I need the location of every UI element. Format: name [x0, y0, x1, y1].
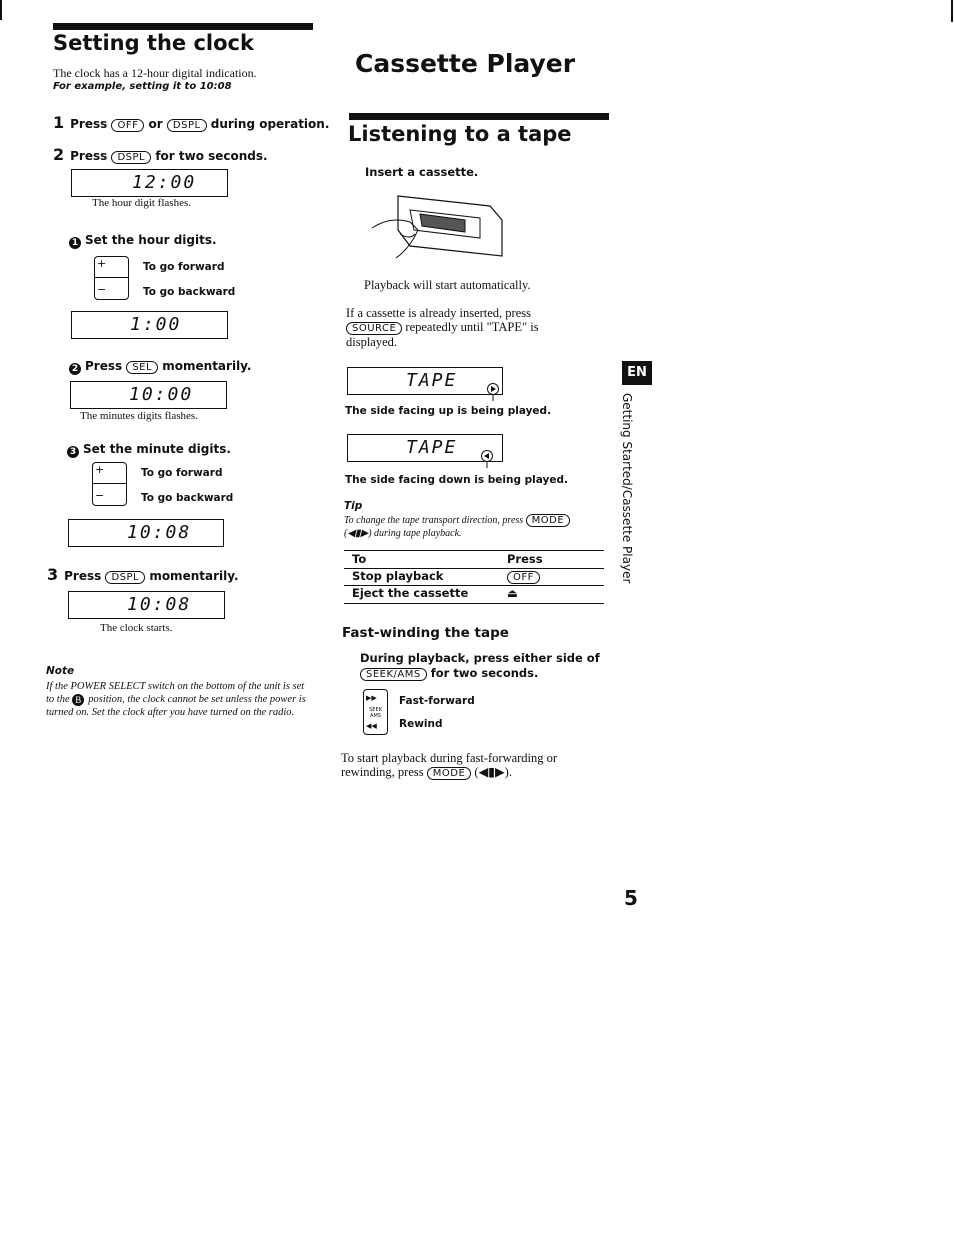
- rocker-switch-1[interactable]: [94, 256, 129, 300]
- lcd-display-1: 12:00: [71, 169, 228, 197]
- forward-label: To go forward: [143, 261, 225, 273]
- start-playback-text: To start playback during fast-forwarding or rewinding, press MODE (◀▮▶).: [341, 751, 558, 779]
- clock-title: Setting the clock: [53, 31, 254, 55]
- sub-step-hour: 1 Set the hour digits.: [69, 233, 217, 249]
- direction-reverse-icon: [480, 449, 494, 469]
- tip-title: Tip: [344, 500, 363, 512]
- mode-button[interactable]: MODE: [427, 767, 472, 780]
- lcd-display-2: 1:00: [71, 311, 228, 339]
- off-button[interactable]: OFF: [111, 119, 144, 132]
- fast-forward-label: Fast-forward: [399, 695, 475, 707]
- lcd-caption-5: The clock starts.: [100, 622, 173, 634]
- tape-lcd-1: TAPE: [347, 367, 503, 395]
- ff-instruction: During playback, press either side of SEEK/AMS for two seconds.: [360, 651, 600, 680]
- ff-title: Fast-winding the tape: [342, 625, 509, 641]
- sel-button[interactable]: SEL: [126, 361, 158, 374]
- eject-icon[interactable]: ⏏: [507, 586, 518, 600]
- minus-icon: −: [95, 489, 105, 502]
- mode-button[interactable]: MODE: [526, 514, 571, 527]
- page-edge-mark: [0, 0, 2, 20]
- page-number: 5: [624, 886, 638, 910]
- dspl-button[interactable]: DSPL: [167, 119, 207, 132]
- step-2: 2 Press DSPL for two seconds.: [53, 145, 268, 164]
- seek-ams-label: SEEK AMS: [369, 707, 382, 719]
- forward-label: To go forward: [141, 467, 223, 479]
- lcd-caption-3: The minutes digits flashes.: [80, 410, 198, 422]
- table-top-rule: [344, 550, 604, 551]
- backward-label: To go backward: [141, 492, 234, 504]
- step-1: 1 Press OFF or DSPL during operation.: [53, 113, 330, 132]
- title-rule: [53, 23, 313, 30]
- lcd-display-3: 10:00: [70, 381, 227, 409]
- rocker-switch-2[interactable]: [92, 462, 127, 506]
- plus-icon: +: [95, 463, 105, 476]
- section-title: Cassette Player: [355, 49, 576, 78]
- plus-icon: +: [97, 257, 107, 270]
- lcd-caption-1: The hour digit flashes.: [92, 197, 191, 209]
- backward-label: To go backward: [143, 286, 236, 298]
- side-running-head: Getting Started/Cassette Player: [620, 393, 634, 584]
- tape-caption-1: The side facing up is being played.: [345, 405, 552, 417]
- page-edge-mark: [951, 0, 953, 22]
- already-inserted-text: If a cassette is already inserted, press SOURCE repeatedly until "TAPE" is displayed.: [346, 306, 539, 349]
- table-bottom-rule: [344, 603, 604, 604]
- source-button[interactable]: SOURCE: [346, 322, 402, 335]
- dspl-button[interactable]: DSPL: [105, 571, 145, 584]
- tape-title: Listening to a tape: [348, 122, 572, 146]
- tape-lcd-2: TAPE: [347, 434, 503, 462]
- rewind-label: Rewind: [399, 718, 443, 730]
- clock-example: For example, setting it to 10:08: [53, 81, 232, 92]
- language-tab: EN: [622, 361, 652, 385]
- insert-instruction: Insert a cassette.: [365, 165, 479, 179]
- note-title: Note: [46, 665, 75, 677]
- lcd-display-5: 10:08: [68, 591, 225, 619]
- tape-caption-2: The side facing down is being played.: [345, 474, 568, 486]
- rewind-icon: ◀◀: [366, 722, 377, 730]
- cassette-insert-illustration: [370, 188, 505, 263]
- lcd-display-4: 10:08: [68, 519, 224, 547]
- minus-icon: −: [97, 283, 107, 296]
- title-rule-right: [349, 113, 609, 120]
- sub-step-sel: 2 Press SEL momentarily.: [69, 359, 251, 375]
- off-button[interactable]: OFF: [507, 571, 540, 584]
- fast-forward-icon: ▶▶: [366, 694, 377, 702]
- dspl-button[interactable]: DSPL: [111, 151, 151, 164]
- direction-forward-icon: [486, 382, 500, 402]
- note-text: If the POWER SELECT switch on the bottom of the unit is set to the B position, the clock cannot be set unless the power is turned on. Set the clock after you have turned on the radio.: [46, 681, 306, 718]
- seek-ams-switch[interactable]: [363, 689, 388, 735]
- playback-auto: Playback will start automatically.: [364, 278, 531, 292]
- tip-text: To change the tape transport direction, press MODE (◀▮▶) during tape playback.: [344, 514, 594, 540]
- clock-intro: The clock has a 12-hour digital indication.: [53, 66, 257, 80]
- seek-ams-button[interactable]: SEEK/AMS: [360, 668, 427, 681]
- sub-step-minute: 3 Set the minute digits.: [67, 442, 231, 458]
- step-3: 3 Press DSPL momentarily.: [47, 565, 239, 584]
